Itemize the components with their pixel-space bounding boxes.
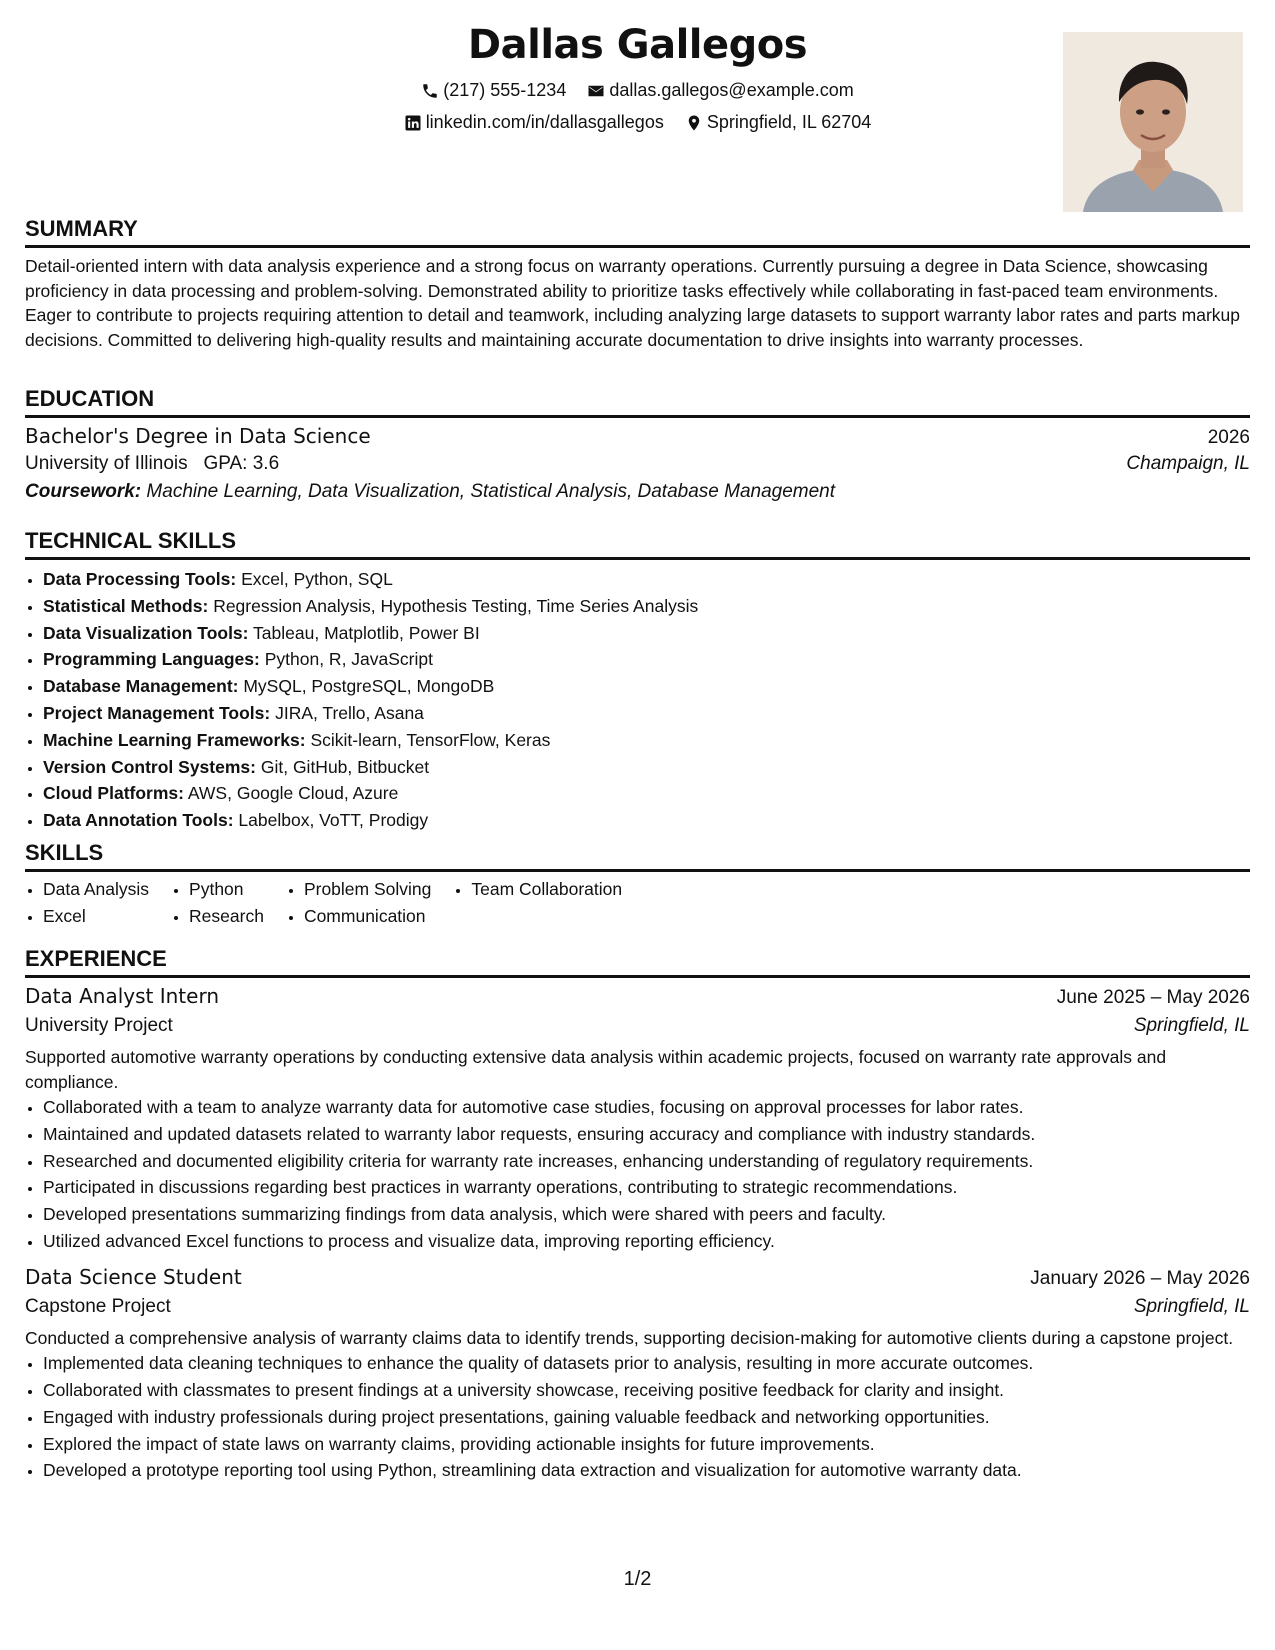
job-bullets (25, 1094, 1250, 1255)
technical-skill-value: MySQL, PostgreSQL, MongoDB (243, 676, 495, 697)
skills-section (25, 840, 1250, 930)
school-location: Champaign, IL (1126, 453, 1250, 474)
job-bullet: • Implemented data cleaning techniques to enhance the quality of datasets prior to analysis, resulting in more accurate outcomes. (43, 1350, 1250, 1377)
technical-skill-item (43, 700, 1250, 727)
resume-header (25, 22, 1250, 212)
school-row (25, 453, 1250, 475)
technical-skill-label: Machine Learning Frameworks: (43, 729, 306, 750)
job-title-row (25, 1265, 1250, 1290)
job-description: Conducted a comprehensive analysis of warranty claims data to identify trends, supporting decision-making for automotive clients during a capstone project. (25, 1327, 1234, 1348)
technical-skill-label: Database Management: (43, 676, 239, 697)
location-text: Springfield, IL 62704 (706, 112, 872, 132)
summary-heading: SUMMARY (25, 216, 1250, 248)
technical-skill-item (43, 727, 1250, 754)
job-bullet: • Explored the impact of state laws on warranty claims, providing actionable insights for future improvements. (43, 1431, 1250, 1458)
linkedin-icon (404, 114, 422, 132)
technical-skill-item (43, 593, 1250, 620)
school-name: University of Illinois (25, 453, 188, 474)
technical-skill-value: Excel, Python, SQL (241, 569, 393, 589)
skill-item: • Python (189, 876, 264, 903)
job-title-row (25, 984, 1250, 1009)
job-bullet: • Developed presentations summarizing findings from data analysis, which were shared with peers and faculty. (43, 1201, 1250, 1228)
skill-item: • Team Collaboration (471, 876, 622, 903)
page-number: 1/2 (623, 1568, 652, 1590)
summary-section (25, 216, 1250, 352)
technical-skill-label: Data Visualization Tools: (43, 622, 249, 643)
job-organization: University Project (25, 1015, 173, 1036)
skills-heading: SKILLS (25, 840, 1250, 872)
coursework-list: Machine Learning, Data Visualization, Statistical Analysis, Database Management (146, 481, 836, 502)
candidate-name: Dallas Gallegos (467, 22, 808, 68)
skill-item: • Excel (43, 903, 149, 930)
job-bullet: • Participated in discussions regarding best practices in warranty operations, contributing to strategic recommendations. (43, 1174, 1250, 1201)
technical-skill-label: Data Processing Tools: (43, 569, 237, 589)
job-entry (25, 1265, 1250, 1484)
job-entry (25, 984, 1250, 1255)
skills-column (25, 876, 149, 930)
job-location: Springfield, IL (1133, 1015, 1250, 1036)
technical-skill-item (43, 620, 1250, 647)
linkedin-text: linkedin.com/in/dallasgallegos (425, 112, 664, 132)
technical-skill-label: Data Annotation Tools: (43, 810, 234, 831)
technical-skill-label: Programming Languages: (43, 649, 260, 670)
job-bullet: • Developed a prototype reporting tool using Python, streamlining data extraction and visualization for automotive warranty data. (43, 1457, 1250, 1484)
envelope-icon (587, 82, 605, 100)
email-contact[interactable] (587, 80, 853, 101)
job-bullet: • Collaborated with classmates to present findings at a university showcase, receiving positive feedback for clarity and insight. (43, 1377, 1250, 1404)
summary-text: Detail-oriented intern with data analysis experience and a strong focus on warranty operations. Currently pursuing a degree in Data Science, showcasing proficiency in data processing and problem-solving. Demonstrated ability to prioritize tasks effectively while collaborating in fast-paced team environments. Eager to contribute to projects requiring attention to detail and teamwork, including analyzing large datasets to support warranty labor rates and parts markup decisions. Committed to delivering high-quality results and maintaining accurate documentation to drive insights into warranty processes. (25, 256, 1240, 350)
phone-contact[interactable] (421, 80, 566, 101)
school-info (25, 453, 279, 475)
technical-skill-label: Cloud Platforms: (43, 783, 184, 804)
job-title: Data Analyst Intern (25, 984, 220, 1008)
job-bullet: • Utilized advanced Excel functions to process and visualize data, improving reporting efficiency. (43, 1228, 1250, 1255)
job-bullet: • Maintained and updated datasets related to warranty labor requests, ensuring accuracy and compliance with industry standards. (43, 1121, 1250, 1148)
technical-skill-item (43, 566, 1250, 593)
job-dates: June 2025 – May 2026 (1056, 987, 1250, 1008)
job-org-row (25, 1296, 1250, 1318)
technical-skills-heading: TECHNICAL SKILLS (25, 528, 1250, 560)
technical-skill-value: Scikit-learn, TensorFlow, Keras (310, 729, 551, 750)
experience-section (25, 946, 1250, 1484)
coursework-label: Coursework: (25, 481, 142, 502)
location-contact (685, 112, 871, 133)
technical-skill-value: Labelbox, VoTT, Prodigy (238, 810, 429, 831)
resume-page (25, 0, 1250, 1650)
job-bullet: • Collaborated with a team to analyze warranty data for automotive case studies, focusing on approval processes for labor rates. (43, 1094, 1250, 1121)
graduation-year: 2026 (1207, 427, 1250, 448)
technical-skills-list (25, 566, 1250, 834)
technical-skills-section (25, 528, 1250, 834)
experience-heading: EXPERIENCE (25, 946, 1250, 978)
profile-photo (1063, 32, 1243, 212)
degree-name: Bachelor's Degree in Data Science (25, 424, 371, 448)
job-bullets (25, 1350, 1250, 1484)
technical-skill-item (43, 807, 1250, 834)
technical-skill-item (43, 646, 1250, 673)
technical-skill-label: Statistical Methods: (43, 595, 209, 616)
technical-skill-item (43, 673, 1250, 700)
portrait-image (1063, 32, 1243, 212)
job-bullet: • Engaged with industry professionals during project presentations, gaining valuable feedback and networking opportunities. (43, 1404, 1250, 1431)
phone-icon (421, 82, 439, 100)
education-section (25, 386, 1250, 503)
skill-item: • Research (189, 903, 264, 930)
email-text: dallas.gallegos@example.com (609, 80, 854, 100)
technical-skill-value: Tableau, Matplotlib, Power BI (253, 622, 480, 643)
experience-list (25, 984, 1250, 1484)
job-organization: Capstone Project (25, 1295, 171, 1317)
technical-skill-value: Git, GitHub, Bitbucket (260, 756, 430, 777)
technical-skill-value: JIRA, Trello, Asana (275, 702, 424, 723)
education-heading: EDUCATION (25, 386, 1250, 418)
gpa: GPA: 3.6 (203, 453, 280, 474)
phone-text: (217) 555-1234 (443, 80, 567, 100)
skills-column (286, 876, 431, 930)
map-pin-icon (685, 114, 703, 132)
coursework-line (25, 481, 1250, 503)
skill-item: • Data Analysis (43, 876, 149, 903)
technical-skill-value: Regression Analysis, Hypothesis Testing, Time Series Analysis (213, 595, 699, 616)
job-org-row (25, 1015, 1250, 1037)
linkedin-contact[interactable] (404, 112, 664, 133)
skills-grid (25, 876, 1250, 930)
skills-column (453, 876, 622, 930)
technical-skill-item (43, 754, 1250, 781)
skills-column (171, 876, 264, 930)
job-description: Supported automotive warranty operations by conducting extensive data analysis within academic projects, focused on warranty rate approvals and compliance. (25, 1047, 1167, 1092)
job-dates: January 2026 – May 2026 (1030, 1267, 1250, 1289)
job-location: Springfield, IL (1133, 1295, 1250, 1317)
technical-skill-label: Project Management Tools: (43, 702, 271, 723)
technical-skill-value: AWS, Google Cloud, Azure (187, 783, 399, 804)
technical-skill-value: Python, R, JavaScript (264, 649, 433, 670)
job-bullet: • Researched and documented eligibility criteria for warranty rate increases, enhancing understanding of regulatory requirements. (43, 1148, 1250, 1175)
technical-skill-item (43, 780, 1250, 807)
degree-row (25, 424, 1250, 449)
job-title: Data Science Student (25, 1264, 242, 1289)
skill-item: • Communication (304, 903, 431, 930)
technical-skill-label: Version Control Systems: (43, 756, 256, 777)
skill-item: • Problem Solving (304, 876, 431, 903)
